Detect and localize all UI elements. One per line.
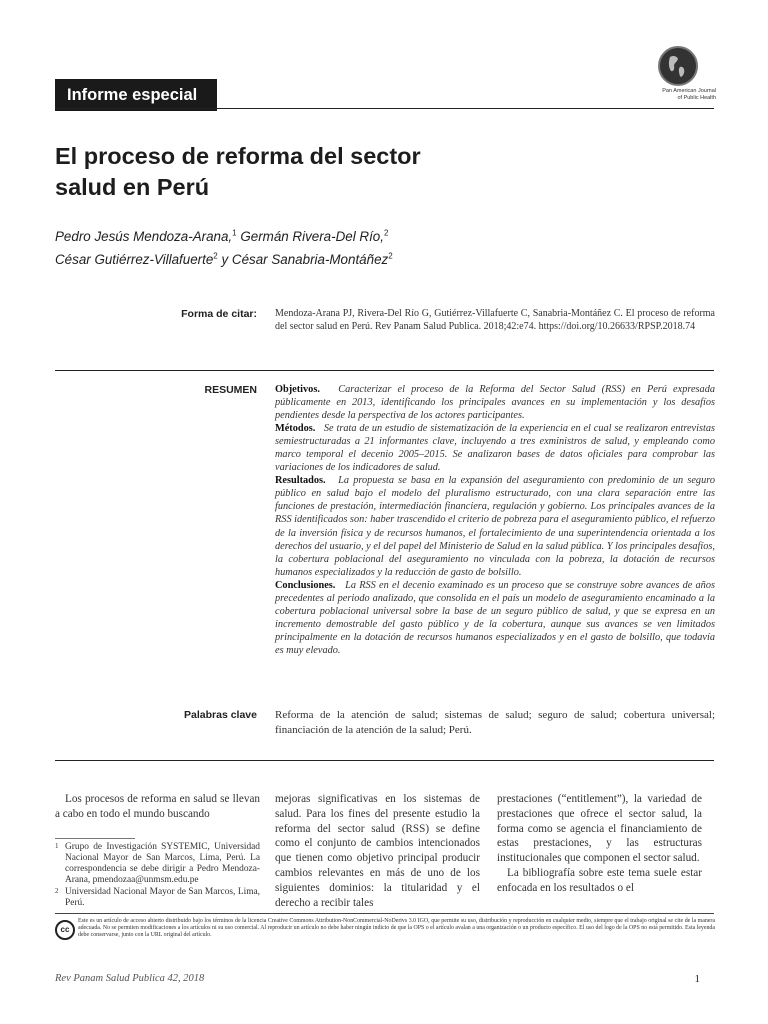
creative-commons-icon: cc — [55, 920, 75, 940]
body-column-2: mejoras significativas en los sistemas de salud. Para los fines del presente estudio la reforma del sector salud (RSS) se define como el conjunto de cambios intencionados que tienen como objetivo principal producir cambios relevantes en más de uno de los siguientes dominios: la titularidad y el derecho a recibir tales — [275, 793, 480, 909]
body-column-3: prestaciones (“entitlement”), la variedad de prestaciones que ofrece el sector salud, la forma como se agencia el financiamiento de estas prestaciones, y las estructuras institucionales que componen el sector salud. La bibliografía sobre este tema suele estar enfocada en los resultados o el — [497, 793, 702, 894]
section-label: Informe especial — [55, 79, 217, 111]
abstract — [275, 383, 715, 657]
abstract-label: RESUMEN — [204, 384, 257, 396]
footnote-rule — [55, 838, 135, 839]
author-name: Germán Rivera-Del Río, — [240, 229, 384, 244]
abstract-section: Conclusiones. La RSS en el decenio examinado es un proceso que se construye sobre avances de años precedentes al periodo analizado, que consolida en el país un modelo de aseguramiento encaminado a la cobertura poblacional universal sobre la base de un seguro público de salud, y que se expresa en un incremento demostrable del gasto público y de la cobertura, aunque sus avances se ven limitados principalmente en la dotación de recursos humanos especializados y en el gasto de bolsillo, que todavía es muy elevado. — [275, 579, 715, 656]
body-column-1: Los procesos de reforma en salud se llevan a cabo en todo el mundo buscando — [55, 793, 260, 820]
author-name: César Sanabria-Montáñez — [231, 252, 389, 267]
author-list: Pedro Jesús Mendoza-Arana,$^1$ Germán Rivera-Del Río,$^2$ César Gutiérrez-Villafuerte$^2$ y César Sanabria-Montáñez$^2$ — [55, 228, 393, 267]
keywords-label: Palabras clave — [184, 709, 257, 721]
page-number: 1 — [694, 973, 700, 985]
footnote: 1 Grupo de Investigación SYSTEMIC, Universidad Nacional Mayor de San Marcos, Lima, Perú. La correspondencia se debe dirigir a Pedro Mendoza-Arana, pmendozaa@unmsm.edu.pe — [55, 842, 260, 885]
license-text: Este es un artículo de acceso abierto distribuido bajo los términos de la licencia Creative Commons Attribution-NonCommercial-NoDerivs 3.0 IGO, que permite su uso, distribución y reproducción en cualquier medio, siempre que el trabajo original se cite de la manera adecuada. No se permiten modificaciones a los artículos ni su uso comercial. Al reproducir un artículo no debe haber ningún indicio de que la OPS o el artículo avalan a una organización o un producto específico. El uso del logo de la OPS no está permitido. Esta leyenda debe conservarse, junto con la URL original del artículo. — [78, 918, 715, 939]
globe-icon — [658, 46, 698, 86]
citation-text: Mendoza-Arana PJ, Rivera-Del Río G, Gutiérrez-Villafuerte C, Sanabria-Montáñez C. El proceso de reforma del sector salud en Perú. Rev Panam Salud Publica. 2018;42:e74. https://doi.org/10.26633/RPSP.2018.74 — [275, 308, 715, 332]
author-name: César Gutiérrez-Villafuerte — [55, 252, 214, 267]
header-rule — [55, 108, 714, 109]
abstract-section: Métodos. Se trata de un estudio de sistematización de la experiencia en el cual se realizaron entrevistas semiestructuradas a 21 informantes clave, incluyendo a tres exministros de salud, y empleando como marco temporal el decenio 2005–2015. Se analizaron bases de datos oficiales para comprobar las variaciones de los indicadores de salud. — [275, 423, 715, 474]
footnotes — [55, 842, 260, 910]
abstract-section: Resultados. La propuesta se basa en la expansión del aseguramiento con predominio de un seguro público en salud bajo el modelo del pluralismo estructurado, con una clara separación entre las funciones de prestación, intermediación financiera, regulación y gobierno. Los principales avances de la RSS identificados son: haber trascendido el criterio de pobreza para el aseguramiento público, el refuerzo de la inversión física y de recursos humanos, el fortalecimiento de una superintendencia orientada a los derechos del usuario, y el del papel del Ministerio de Salud en la salud pública. Y los principales desafíos, la cobertura poblacional del aseguramiento no vinculada con la pobreza, la dotación de recursos humanos especializados y la reducción de gasto de bolsillo. — [275, 475, 715, 578]
divider — [55, 370, 714, 371]
citation-label: Forma de citar: — [181, 308, 257, 320]
divider — [55, 760, 714, 761]
license-rule — [55, 913, 714, 914]
abstract-section: Objetivos. Caracterizar el proceso de la Reforma del Sector Salud (RSS) en Perú expresada públicamente en 2013, identificando los principales avances en su implementación y los desafíos pendientes desde la perspectiva de los actores participantes. — [275, 384, 715, 422]
author-name: Pedro Jesús Mendoza-Arana, — [55, 229, 233, 244]
keywords-text: Reforma de la atención de salud; sistemas de salud; seguro de salud; cobertura universal; financiación de la atención de la salud; Perú. — [275, 709, 715, 736]
article-title: El proceso de reforma del sector salud en Perú — [55, 143, 421, 200]
footnote: 2 Universidad Nacional Mayor de San Marcos, Lima, Perú. — [55, 887, 260, 908]
footer-journal: Rev Panam Salud Publica 42, 2018 — [55, 973, 205, 984]
journal-logo-text: Pan American Journal of Public Health — [662, 88, 716, 101]
